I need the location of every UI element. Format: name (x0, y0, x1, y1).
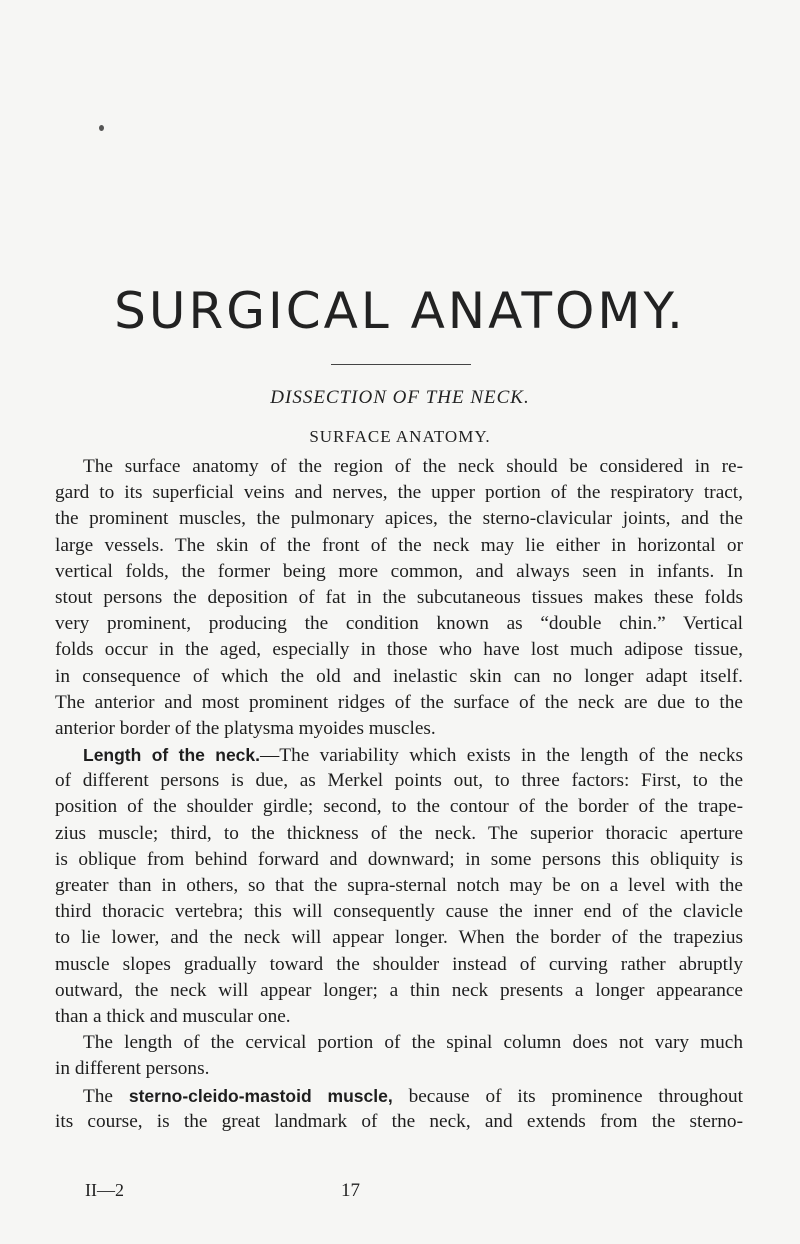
text-line: outward, the neck will appear longer; a thin neck presents a longer appearance (55, 979, 743, 1001)
page-title: SURGICAL ANATOMY. (114, 282, 686, 340)
text-line: of different persons is due, as Merkel points out, to three factors: First, to the (55, 770, 743, 792)
text-line: in consequence of which the old and inelastic skin can no longer adapt itself. (55, 665, 743, 687)
text-line: gard to its superficial veins and nerves, the upper portion of the respiratory tract, (55, 482, 743, 504)
chapter-subtitle: DISSECTION OF THE NECK. (270, 387, 530, 408)
text-run: because of its prominence throughout (392, 1085, 743, 1107)
text-line (55, 1083, 743, 1109)
text-line: The length of the cervical portion of the spinal column does not vary much (83, 1032, 743, 1054)
text-line: to lie lower, and the neck will appear longer. When the border of the trapezius (55, 927, 743, 949)
text-line: greater than in others, so that the supra-sternal notch may be on a level with the (55, 875, 743, 896)
text-run: The (83, 1085, 129, 1107)
run-in-heading: sterno-cleido-mastoid muscle, (128, 1085, 393, 1106)
text-line: very prominent, producing the condition known as “double chin.” Vertical (55, 613, 743, 635)
text-line: The anterior and most prominent ridges of the surface of the neck are due to the (55, 691, 743, 713)
text-line: zius muscle; third, to the thickness of the neck. The superior thoracic aperture (55, 822, 743, 844)
text-line: stout persons the deposition of fat in the subcutaneous tissues makes these folds (55, 586, 743, 608)
text-line: position of the shoulder girdle; second, to the contour of the border of the trape- (55, 796, 743, 818)
run-in-heading: Length of the neck. (83, 745, 261, 766)
section-heading: SURFACE ANATOMY. (309, 427, 491, 446)
text-line (55, 742, 743, 768)
text-line: is oblique from behind forward and downward; in some persons this obliquity is (55, 848, 743, 870)
signature-mark: II—2 (85, 1180, 124, 1200)
text-line: large vessels. The skin of the front of the neck may lie either in horizontal or (55, 534, 743, 556)
ink-speck (99, 125, 104, 131)
text-run: —The variability which exists in the length of the necks (260, 745, 743, 767)
text-line: than a thick and muscular one. (55, 1005, 291, 1027)
text-line: in different persons. (55, 1058, 210, 1080)
text-line: vertical folds, the former being more common, and always seen in infants. In (55, 560, 743, 582)
page-number: 17 (341, 1180, 360, 1201)
title-divider (331, 364, 471, 365)
body-text (55, 454, 743, 1135)
text-line: the prominent muscles, the pulmonary apices, the sterno-clavicular joints, and the (55, 508, 743, 530)
text-line: anterior border of the platysma myoides muscles. (55, 717, 436, 739)
text-line: folds occur in the aged, especially in those who have lost much adipose tissue, (55, 639, 743, 661)
text-line: muscle slopes gradually toward the shoulder instead of curving rather abruptly (55, 953, 743, 975)
text-line: its course, is the great landmark of the neck, and extends from the sterno- (55, 1110, 743, 1132)
text-line: third thoracic vertebra; this will consequently cause the inner end of the clavicle (55, 901, 743, 923)
text-line: The surface anatomy of the region of the neck should be considered in re- (83, 456, 743, 477)
